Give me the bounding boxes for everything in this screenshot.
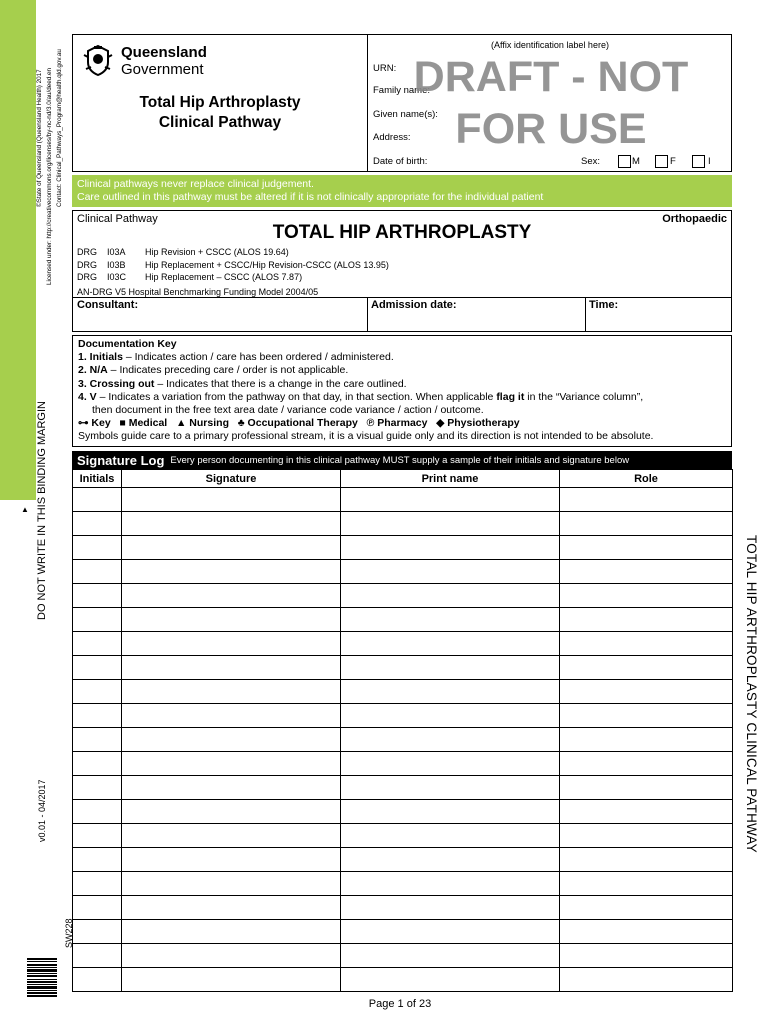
print-name-cell[interactable] [341,776,560,800]
dockey-item: 2. N/A – Indicates preceding care / order is not applicable. [78,364,349,377]
pathway-title: TOTAL HIP ARTHROPLASTY [272,222,532,243]
signature-log-header [72,451,732,469]
initials-cell[interactable] [73,512,122,536]
sex-m-label: M [632,156,640,167]
side-bar [0,0,36,1024]
print-name-cell[interactable] [341,824,560,848]
print-name-cell[interactable] [341,920,560,944]
print-name-cell[interactable] [341,944,560,968]
time-field[interactable] [589,313,727,329]
clinical-notice [72,175,732,207]
copyright-text: ©State of Queensland (Queensland Health) 2017 [36,69,43,207]
sex-m-checkbox[interactable] [618,155,631,168]
table-row [73,944,733,968]
pathway-label: Clinical Pathway [77,213,158,225]
print-name-cell[interactable] [341,728,560,752]
table-row [73,728,733,752]
role-cell[interactable] [560,872,733,896]
print-name-cell[interactable] [341,872,560,896]
initials-cell[interactable] [73,632,122,656]
role-cell[interactable] [560,656,733,680]
signature-cell[interactable] [122,512,341,536]
sex-i-label: I [708,156,711,167]
table-row [73,824,733,848]
role-cell[interactable] [560,680,733,704]
funding-model: AN-DRG V5 Hospital Benchmarking Funding Model 2004/05 [77,287,319,297]
signature-table [72,469,733,992]
signature-cell[interactable] [122,560,341,584]
affix-label: (Affix identification label here) [491,40,609,50]
drg-row: DRG I03B Hip Replacement + CSCC/Hip Revision-CSCC (ALOS 13.95) [77,259,389,270]
signature-cell[interactable] [122,848,341,872]
initials-cell[interactable] [73,800,122,824]
signature-cell[interactable] [122,776,341,800]
header-left [73,35,368,171]
print-name-cell[interactable] [341,896,560,920]
dockey-title: Documentation Key [78,338,177,350]
col-print-name: Print name [341,470,560,488]
print-name-cell[interactable] [341,680,560,704]
print-name-cell[interactable] [341,488,560,512]
initials-cell[interactable] [73,656,122,680]
version-text: v0.01 - 04/2017 [37,779,47,842]
initials-cell[interactable] [73,608,122,632]
divider [73,297,731,298]
role-cell[interactable] [560,704,733,728]
side-title-text: TOTAL HIP ARTHROPLASTY CLINICAL PATHWAY [744,535,759,853]
initials-cell[interactable] [73,896,122,920]
sex-i-checkbox[interactable] [692,155,705,168]
role-cell[interactable] [560,848,733,872]
initials-cell[interactable] [73,704,122,728]
role-cell[interactable] [560,584,733,608]
draft-line1: DRAFT - NOT [413,53,689,101]
initials-cell[interactable] [73,968,122,992]
role-cell[interactable] [560,776,733,800]
signature-cell[interactable] [122,536,341,560]
pharmacy-legend: ℗ Pharmacy [366,417,428,430]
draft-watermark [386,51,716,155]
drg-row: DRG I03A Hip Revision + CSCC (ALOS 19.64) [77,247,289,257]
initials-cell[interactable] [73,728,122,752]
print-name-cell[interactable] [341,512,560,536]
signature-cell[interactable] [122,632,341,656]
initials-cell[interactable] [73,536,122,560]
specialty-label: Orthopaedic [662,213,727,225]
signature-cell[interactable] [122,944,341,968]
print-name-cell[interactable] [341,968,560,992]
initials-cell[interactable] [73,824,122,848]
initials-cell[interactable] [73,776,122,800]
col-role: Role [560,470,733,488]
drg-list [77,246,389,284]
signature-cell[interactable] [122,704,341,728]
table-row [73,704,733,728]
print-name-cell[interactable] [341,560,560,584]
queensland-crest-icon [81,43,115,77]
org-sub: Government [121,61,204,78]
notice-line2: Care outlined in this pathway must be altered if it is not clinically appropriate for the individual patient [77,191,544,203]
table-row [73,896,733,920]
table-row [73,584,733,608]
role-cell[interactable] [560,512,733,536]
table-row [73,536,733,560]
role-cell[interactable] [560,632,733,656]
pathway-info [72,210,732,332]
form-title-line2: Clinical Pathway [158,114,282,131]
page-number: Page 1 of 23 [368,998,432,1010]
role-cell[interactable] [560,488,733,512]
signature-cell[interactable] [122,968,341,992]
contact-text: Contact: Clinical_Pathways_Program@health.qld.gov.au [56,49,63,207]
role-cell[interactable] [560,728,733,752]
role-cell[interactable] [560,608,733,632]
table-row [73,488,733,512]
print-name-cell[interactable] [341,584,560,608]
role-cell[interactable] [560,968,733,992]
print-name-cell[interactable] [341,632,560,656]
ot-legend: ♣ Occupational Therapy [237,417,358,430]
signature-cell[interactable] [122,584,341,608]
print-name-cell[interactable] [341,536,560,560]
initials-cell[interactable] [73,872,122,896]
signature-cell[interactable] [122,488,341,512]
org-name: Queensland [121,44,207,61]
print-name-cell[interactable] [341,656,560,680]
draft-line2: FOR USE [455,105,647,153]
drg-row: DRG I03C Hip Replacement – CSCC (ALOS 7.87) [77,272,303,282]
initials-cell[interactable] [73,680,122,704]
dob-label: Date of birth: [373,156,428,167]
admission-date-field[interactable] [371,313,581,329]
dockey-item: 1. Initials – Indicates action / care has been ordered / administered. [78,351,394,364]
role-cell[interactable] [560,944,733,968]
role-cell[interactable] [560,896,733,920]
table-row [73,680,733,704]
documentation-key [72,335,732,447]
initials-cell[interactable] [73,584,122,608]
signature-cell[interactable] [122,800,341,824]
dockey-item: 3. Crossing out – Indicates that there is a change in the care outlined. [78,377,407,390]
form-title-line1: Total Hip Arthroplasty [139,94,301,111]
role-cell[interactable] [560,536,733,560]
signature-log-subtitle: Every person documenting in this clinical pathway MUST supply a sample of their initials and signature below [170,454,630,466]
key-icon: ⊶ [78,417,89,430]
print-name-cell[interactable] [341,800,560,824]
initials-cell[interactable] [73,560,122,584]
table-row [73,608,733,632]
table-row [73,800,733,824]
divider [585,297,586,331]
consultant-label: Consultant: [77,299,139,311]
arrow-up-icon: ▲ [21,505,29,514]
dockey-item-cont: then document in the free text area date / variance code variance / action / outcome. [92,404,484,417]
signature-cell[interactable] [122,728,341,752]
form-code: SW228 [64,918,74,948]
col-initials: Initials [73,470,122,488]
dockey-item: 4. V – Indicates a variation from the pathway on that day, in that section. When applicable flag it in the “Variance column”, [78,390,644,403]
print-name-cell[interactable] [341,848,560,872]
dockey-legend: ⊶ Key ■ Medical ▲ Nursing ♣ Occupational Therapy ℗ Pharmacy ◆ Physiotherapy [78,417,520,430]
family-name-label: Family name: [373,85,431,96]
initials-cell[interactable] [73,488,122,512]
side-bar-green [0,0,36,500]
symbols-note: Symbols guide care to a primary professional stream, it is a visual guide only and its direction is not intended to be absolute. [78,430,654,443]
nursing-legend: ▲ Nursing [176,417,229,430]
signature-cell[interactable] [122,656,341,680]
time-label: Time: [589,299,619,311]
initials-cell[interactable] [73,920,122,944]
consultant-field[interactable] [77,313,365,329]
barcode [27,958,57,998]
divider [367,297,368,331]
initials-cell[interactable] [73,848,122,872]
table-row [73,776,733,800]
table-row [73,632,733,656]
print-name-cell[interactable] [341,704,560,728]
signature-cell[interactable] [122,752,341,776]
medical-legend: ■ Medical [119,417,168,430]
col-signature: Signature [122,470,341,488]
print-name-cell[interactable] [341,608,560,632]
given-name-label: Given name(s): [373,109,438,120]
license-text: Licensed under: http://creativecommons.org/licenses/by-nc-nd/3.0/au/deed.en [46,67,53,285]
form-header [72,34,732,172]
role-cell[interactable] [560,800,733,824]
signature-table-body [73,488,733,992]
signature-cell[interactable] [122,824,341,848]
physio-legend: ◆ Physiotherapy [436,417,520,430]
signature-cell[interactable] [122,896,341,920]
sex-f-checkbox[interactable] [655,155,668,168]
initials-cell[interactable] [73,944,122,968]
role-cell[interactable] [560,560,733,584]
form-title [73,93,367,133]
role-cell[interactable] [560,752,733,776]
role-cell[interactable] [560,824,733,848]
signature-cell[interactable] [122,872,341,896]
notice-line1: Clinical pathways never replace clinical judgement. [77,178,314,190]
table-row [73,872,733,896]
signature-cell[interactable] [122,920,341,944]
table-row [73,968,733,992]
sex-label: Sex: [581,156,601,167]
address-label: Address: [373,132,411,143]
patient-label-area [368,35,732,171]
table-row [73,512,733,536]
signature-log-title: Signature Log [77,452,165,468]
urn-label: URN: [373,63,397,74]
signature-cell[interactable] [122,680,341,704]
sex-f-label: F [670,156,676,167]
role-cell[interactable] [560,920,733,944]
table-row [73,752,733,776]
side-title [732,535,768,905]
signature-table-header [73,470,733,488]
signature-log [72,451,732,992]
admission-date-label: Admission date: [371,299,457,311]
print-name-cell[interactable] [341,752,560,776]
table-row [73,560,733,584]
initials-cell[interactable] [73,752,122,776]
table-row [73,656,733,680]
binding-margin-text: DO NOT WRITE IN THIS BINDING MARGIN [36,401,48,620]
table-row [73,920,733,944]
signature-cell[interactable] [122,608,341,632]
table-row [73,848,733,872]
